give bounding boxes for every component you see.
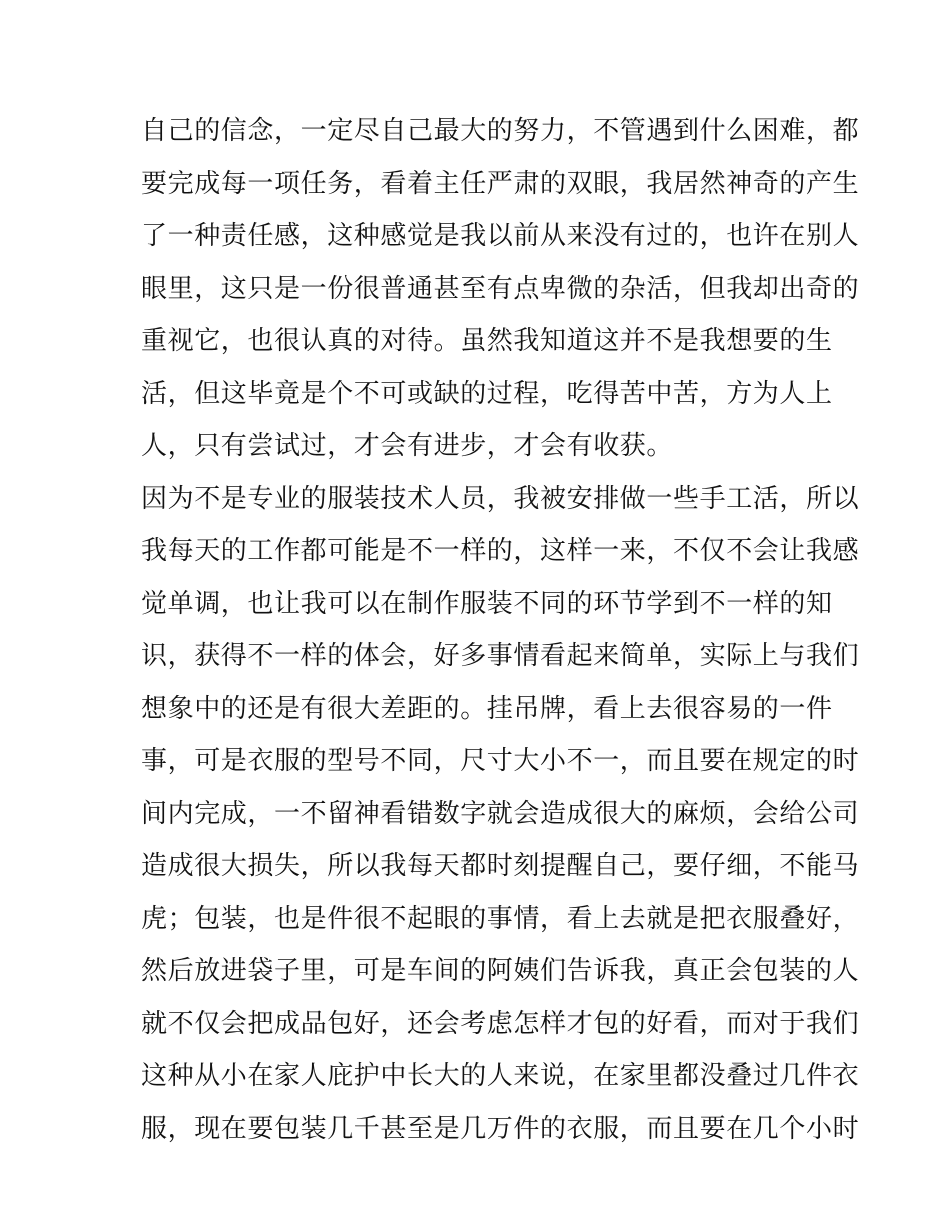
text-line: 服，现在要包装几千甚至是几万件的衣服，而且要在几个小时	[141, 1113, 860, 1144]
text-line: 人，只有尝试过，才会有进步，才会有收获。	[141, 431, 674, 461]
text-line: 自己的信念，一定尽自己最大的努力，不管遇到什么困难，都	[141, 116, 860, 146]
text-line: 事，可是衣服的型号不同，尺寸大小不一，而且要在规定的时	[141, 746, 860, 776]
text-line: 觉单调，也让我可以在制作服装不同的环节学到不一样的知	[141, 588, 833, 619]
text-line: 然后放进袋子里，可是车间的阿姨们告诉我，真正会包装的人	[141, 956, 860, 986]
body-text	[141, 105, 860, 1155]
text-line: 这种从小在家人庇护中长大的人来说，在家里都没叠过几件衣	[141, 1061, 860, 1091]
text-line: 因为不是专业的服装技术人员，我被安排做一些手工活，所以	[141, 483, 860, 514]
text-line: 要完成每一项任务，看着主任严肃的双眼，我居然神奇的产生	[141, 168, 860, 199]
text-line: 眼里，这只是一份很普通甚至有点卑微的杂活，但我却出奇的	[141, 273, 860, 304]
text-line: 虎；包装，也是件很不起眼的事情，看上去就是把衣服叠好，	[141, 903, 860, 934]
text-line: 想象中的还是有很大差距的。挂吊牌，看上去很容易的一件	[141, 693, 833, 724]
text-line: 造成很大损失，所以我每天都时刻提醒自己，要仔细，不能马	[141, 851, 860, 881]
text-line: 我每天的工作都可能是不一样的，这样一来，不仅不会让我感	[141, 536, 860, 566]
text-line: 了一种责任感，这种感觉是我以前从来没有过的，也许在别人	[141, 221, 860, 251]
text-line: 就不仅会把成品包好，还会考虑怎样才包的好看，而对于我们	[141, 1008, 860, 1039]
text-line: 间内完成，一不留神看错数字就会造成很大的麻烦，会给公司	[141, 798, 860, 829]
text-line: 重视它，也很认真的对待。虽然我知道这并不是我想要的生	[141, 326, 833, 356]
text-line: 活，但这毕竟是个不可或缺的过程，吃得苦中苦，方为人上	[141, 378, 833, 409]
text-line: 识，获得不一样的体会，好多事情看起来简单，实际上与我们	[141, 641, 860, 671]
